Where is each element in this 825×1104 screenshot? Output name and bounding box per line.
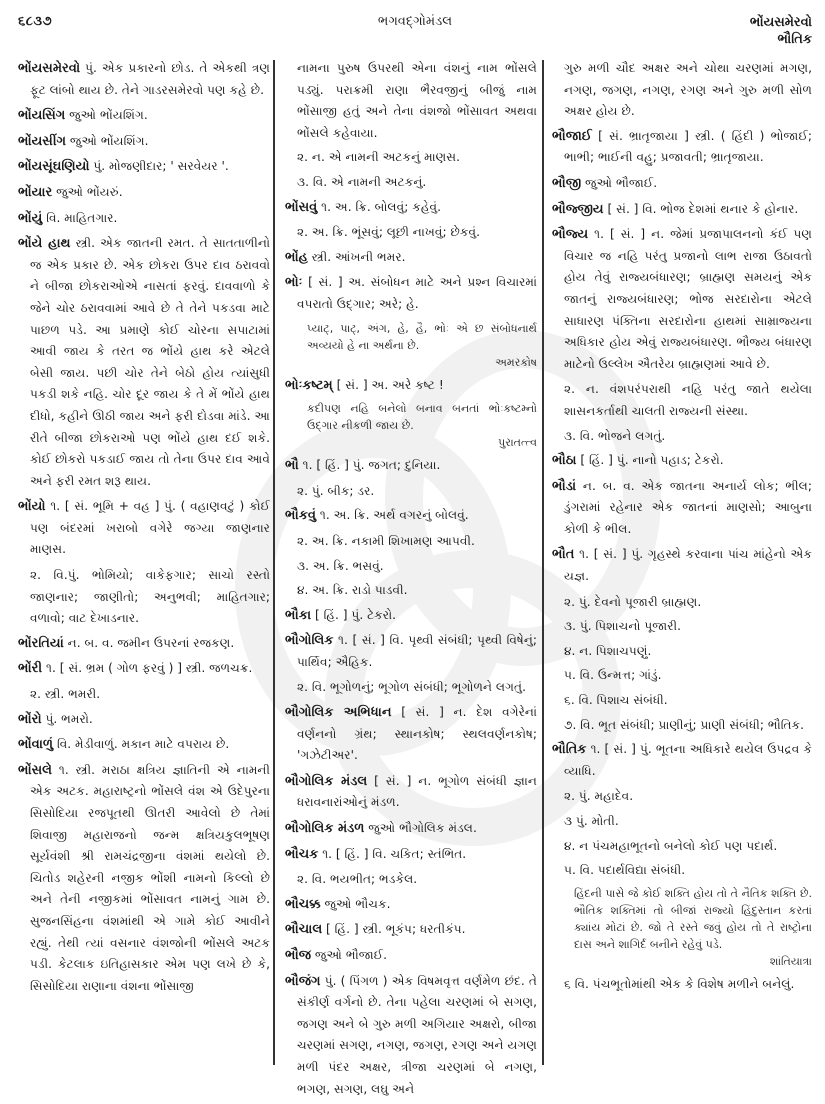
headword: ભૌજ્ય — [552, 227, 589, 243]
sense-line: ૭. વિ. ભૂત સંબંધી; પ્રાણીનું; પ્રાણી સંબંધી; ભૌતિક. — [564, 717, 805, 732]
sense-line: ૩. વિ. ભોજને લગતું. — [564, 428, 666, 443]
headword: ભૌકવું — [285, 508, 317, 524]
dictionary-entry — [552, 450, 812, 472]
dictionary-entry — [285, 771, 537, 814]
definition: પું. એક પ્રકારનો છોડ. તે એકથી ત્રણ ફૂટ લાંબો થાય છે. તેને ગાડરસમેરવો પણ કહે છે. — [30, 61, 270, 97]
definition: [ હિં. ] સ્ત્રી. ભૂકંપ; ધરતીકંપ. — [326, 922, 466, 937]
headword: ભૌજંગ — [285, 973, 321, 989]
headword: ભૌડાં — [552, 478, 577, 494]
dictionary-entry — [285, 455, 537, 477]
dictionary-entry — [18, 208, 270, 230]
dictionary-entry — [285, 702, 537, 767]
definition: જુઓ ભોંયશિંગ. — [69, 108, 148, 123]
definition: સ્ત્રી. એક જાતની રમત. તે સાતતાળીનો જ એક પ્રકાર છે. એક છોકરા ઉપર દાવ ઠરાવવો ને બીજા છોકરાઓએ નાસતાં ફરવું. દાવવાળો કે જેને ચોર ઠરાવવામાં આવે છે તે તેને પકડવા માટે પાછળ પડે. આ પ્રમાણે કોઈ ચોરના સપાટામાં આવી જાય કે તરત જ ભોંયે હાથ કરે એટલે બેસી જાય. પછી ચોર તેને બેઠો હોય ત્યાંસુધી પકડી શકે નહિ. ચોર દૂર જાય કે તે મેં ભોંયે હાથ દીધો, કહીને ઊઠી જાય અને ફરી દોડવા માંડે. આ રીતે બીજા છોકરાઓ પણ ભોંયે હાથ દઈ શકે. કોઈ છોકરો પકડાઈ જાય તો તેના ઉપર દાવ આવે અને ફરી રમત શરૂ થાય. — [30, 236, 270, 488]
citation-quote — [285, 400, 537, 451]
definition: ૧. [ સં. ] વિ. પૃથ્વી સંબંધી; પૃથ્વી વિષેનું; પાર્થિવ; ઐહિક. — [297, 633, 538, 669]
definition: વિ. મેડીવાળું. મકાન માટે વપરાય છે. — [56, 737, 230, 752]
sense-line: ૨. ન. વંશપરંપરાથી નહિ પરંતુ જાતે થયેલા શાસનકર્તાથી ચાલતી રાજ્યની સંસ્થા. — [564, 382, 812, 418]
definition: જુઓ ભૌજાઈ. — [585, 175, 658, 190]
definition: પું. ( પિંગળ ) એક વિષમવૃત્ત વર્ણમેળ છંદ. તે સંકીર્ણ વર્ગનો છે. તેના પહેલા ચરણમાં બે સગણ, જગણ અને બે ગુરુ મળી અગિયાર અક્ષરો, બીજા ચરણમાં સગણ, નગણ, જગણ, રગણ અને યગણ મળી પંદર અક્ષર, ત્રીજા ચરણમાં બે નગણ, ભગણ, સગણ, લઘુ અને — [297, 973, 537, 1096]
sense-line: ૩. વિ. એ નામની અટકનું. — [297, 174, 427, 189]
definition: [ સં. ભ્રાતૃજાયા ] સ્ત્રી. ( હિંદી ) ભોજાઈ; ભાભી; ભાઈની વહુ; પ્રજાવતી; ભ્રાતૃજાયા. — [564, 128, 812, 165]
dictionary-entry — [552, 544, 812, 587]
sense-line: ૫. વિ. ઉન્મત્ત; ગાંડું. — [564, 668, 662, 683]
definition: [ હિં. ] પું. નાનો પહાડ; ટેકરો. — [580, 453, 724, 468]
headword: ભૌજ્જીય — [552, 201, 604, 217]
citation-source: શાંતિયાત્રા — [769, 954, 812, 968]
sense-line: ૨. સ્ત્રી. ભમરી. — [30, 687, 101, 702]
definition: જુઓ ભૌજાઈ. — [314, 948, 388, 962]
dictionary-entry — [285, 919, 537, 941]
definition: ૧. સ્ત્રી. મરાઠા ક્ષત્રિય જ્ઞાતિની એ નામની એક અટક. મહારાષ્ટ્રનો ભોંસલે વંશ એ ઉદેપુરના સિસોદિયા રજપૂતથી ઊતરી આવેલો છે તેમાં શિવાજી મહારાજનો જન્મ ક્ષત્રિયકુલભૂષણ સૂર્યવંશી શ્રી રામચંદ્રજીના વંશમાં થયેલો છે. ચિતોડ શહેરની નજીક ભોંશી નામનો કિલ્લો છે અને તેની નજીકમાં ભોંસાવત નામનું ગામ છે. સુજનસિંહના વંશમાંથી એ ગામે કોઈ આવીને રહ્યું. તેથી ત્યાં વસનાર વંશજોની ભોંસલે અટક પડી. કેટલાક ઇતિહાસકાર એમ પણ લખે છે કે, સિસોદિયા રાણાના વંશના ભોંસાજી — [30, 762, 270, 993]
sense-line: ૩. અ. ક્રિ. ભસવું. — [297, 558, 384, 573]
headword: ભૌગોલિક મંડલ — [285, 773, 368, 789]
definition: પું. ભમરો. — [45, 711, 93, 726]
sense-line: ૨. ન. એ નામની અટકનું માણસ. — [297, 150, 461, 165]
dictionary-entry — [18, 658, 270, 680]
dictionary-entry — [285, 971, 537, 1101]
running-title: ભગવદ્ગોમંડલ — [377, 14, 453, 29]
definition: [ સં. ] ન. દેશ વગેરેનાં વર્ણનનો ગ્રંથ; સ્થાનકોષ; સ્થલવર્ણનકોષ; 'ગઝેટીઅર'. — [297, 705, 537, 763]
headword: ભોંયું — [18, 210, 43, 226]
dictionary-entry — [285, 605, 537, 627]
dictionary-entry — [18, 760, 270, 998]
dictionary-entry — [18, 496, 270, 561]
sense-line: ૨. પું. બીક; ડર. — [297, 483, 375, 498]
sense-line: ૨. પું. દેવનો પૂજારી બ્રાહ્મણ. — [564, 594, 702, 609]
dictionary-entry — [285, 247, 537, 269]
dictionary-entry — [285, 630, 537, 673]
headword: ભોંરો — [18, 711, 42, 727]
guide-words — [750, 14, 812, 48]
dictionary-entry — [18, 734, 270, 756]
definition: ન. બ. વ. જમીન ઉપરનાં રજકણ. — [67, 635, 235, 650]
headword: ભોંરતિયાં — [18, 635, 64, 651]
headword: ભોંયસીંગ — [18, 133, 67, 149]
dictionary-entry — [285, 818, 537, 840]
definition: જુઓ ભોંયશિંગ. — [69, 133, 149, 148]
page-number: ૬૮૩૭ — [18, 14, 53, 29]
headword: ભૌચક — [285, 846, 319, 862]
definition: [ સં. ] ન. ભૂગોળ સંબંધી જ્ઞાન ધરાવનારાંઓનું મંડળ. — [297, 773, 537, 810]
sense-line: ૨. પું. મહાદેવ. — [564, 789, 634, 804]
dictionary-entry — [552, 476, 812, 541]
definition: જુઓ ભૌચક. — [324, 896, 391, 911]
headword: ભૌજી — [552, 175, 582, 191]
dictionary-entry — [18, 156, 270, 178]
dictionary-entry — [285, 945, 537, 967]
headword: ભોંસવું — [285, 199, 318, 215]
dictionary-entry — [552, 173, 812, 195]
definition: ન. બ. વ. એક જાતના અનાર્ય લોક; ભીલ; ડુંગરામાં રહેનાર એક જાતનાં માણસો; આબુના કોળી કે ભીલ. — [564, 478, 812, 536]
guide-word-first: ભોંયસમેરવો — [749, 15, 812, 30]
sense-line: ૬ વિ. પંચભૂતોમાંથી એક કે વિશેષ મળીને બનેલું. — [564, 976, 795, 991]
headword: ભોંહ — [285, 249, 308, 265]
headword: ભૌકા — [285, 607, 312, 623]
citation-source: પુરાતત્ત્વ — [498, 436, 537, 450]
headword: ભોંરી — [18, 661, 43, 677]
column-1 — [18, 58, 270, 1001]
dictionary-entry — [18, 709, 270, 731]
headword: ભૌત — [552, 547, 575, 563]
sense-line: ૩. પું. પિશાચનો પૂજારી. — [564, 619, 681, 634]
dictionary-entry — [285, 197, 537, 219]
headword: ભૌચાલ — [285, 922, 323, 938]
sense-line: ૫. વિ. પદાર્થવિદ્યા સંબંધી. — [564, 863, 686, 878]
headword: ભૌજ — [285, 948, 312, 963]
headword: ભૌગોલિક અભિધાન — [285, 705, 392, 721]
sense-line: ૨. અ. ક્રિ. ભૂંસવું; લૂછી નાખવું; છેકવું. — [297, 225, 480, 240]
dictionary-entry — [18, 105, 270, 127]
definition: સ્ત્રી. આંખની ભમર. — [311, 249, 406, 264]
column-divider — [273, 60, 275, 1065]
dictionary-entry — [18, 182, 270, 204]
page-header — [18, 10, 812, 52]
sense-line: ૨. વિ. ભયભીત; ભડકેલ. — [297, 872, 418, 887]
dictionary-entry — [285, 505, 537, 527]
dictionary-entry — [18, 633, 270, 655]
definition: ૧. અ. ક્રિ. અર્થ વગરનું બોલવું. — [319, 508, 469, 523]
headword: ભોંયાર — [18, 184, 53, 200]
definition: ૧. [ સં. ભૂમિ + વહ ] પું. ( વહાણવટું ) કોઈ પણ બંદરમાં ખરાબો વગેરે જગ્યા જાણનાર માણસ. — [30, 499, 270, 557]
sense-line: ૪. ન. પિશાચપણું. — [564, 643, 652, 658]
headword: ભૌગોલિક મંડળ — [285, 821, 365, 837]
continued-definition: ગુરુ મળી ચૌદ અક્ષર અને ચોથા ચરણમાં મગણ, નગણ, જગણ, નગણ, રગણ અને ગુરુ મળી સોળ અક્ષર હોય છે. — [564, 61, 812, 119]
dictionary-entry — [18, 233, 270, 492]
sense-line: ૩ પું. મોતી. — [564, 814, 619, 828]
definition: ૧. [ સં. ] ન. જેમાં પ્રજાપાલનનો કંઈ પણ વિચાર જ નહિ પરંતુ પ્રજાનો લાભ રાજા ઉઠાવતો હોય તેવું રાજ્યબંધારણ; બ્રાહ્મણ સમયનું એક જાતનું રાજ્યબંધારણ; ભોજ સરદારોના એટલે સાધારણ પંક્તિના સરદારોના હાથમાં સામ્રાજ્યના અધિકાર હોય એવું રાજ્યબંધારણ. ભૌજ્ય બંધારણ માટેનો ઉલ્લેખ ઐતરેય બ્રાહ્મણમાં આવે છે. — [564, 227, 812, 371]
headword: ભૌચક્ક — [285, 896, 321, 912]
headword: ભૌઠા — [552, 453, 577, 469]
dictionary-entry — [18, 58, 270, 101]
definition: ૧. [ હિં. ] વિ. ચકિત; સ્તંભિત. — [322, 846, 467, 861]
headword: ભોંયો — [18, 499, 46, 515]
dictionary-entry — [285, 272, 537, 315]
definition: [ સં. ] અ. અરે કષ્ટ ! — [336, 377, 444, 392]
headword: ભોંસલે — [18, 762, 53, 778]
column-divider — [542, 60, 544, 1065]
citation-text: કદીપણ નહિ બનેલો બનાવ બનતાં ભોઃકષ્ટમ્નો ઉદ્ગાર નીકળી જાય છે. — [307, 402, 537, 433]
dictionary-entry — [552, 199, 812, 221]
headword: ભૌતિક — [552, 742, 587, 758]
definition: [ સં. ] અ. સંબોધન માટે અને પ્રશ્ન વિચારમાં વપરાતો ઉદ્ગાર; અરે; હે. — [297, 275, 537, 311]
column-2 — [285, 58, 537, 1104]
headword: ભોઃકષ્ટમ્ — [285, 377, 333, 393]
citation-quote — [285, 320, 537, 371]
definition: [ સં. ] વિ. ભોજ દેશમાં થનાર કે હોનાર. — [607, 201, 799, 216]
headword: ભોંવાળું — [18, 737, 54, 753]
definition: વિ. માહિતગાર. — [46, 210, 118, 225]
headword: ભોંયસૂંઘણિયો — [18, 159, 90, 175]
dictionary-entry — [285, 844, 537, 866]
definition: ૧. અ. ક્રિ. બોલવું; કહેવું. — [321, 199, 441, 214]
sense-line: ૪. અ. ક્રિ. રાડો પાડવી. — [297, 583, 408, 598]
sense-line: ૪. ન પંચમહાભૂતનો બનેલો કોઈ પણ પદાર્થ. — [564, 838, 778, 853]
dictionary-entry — [552, 126, 812, 169]
definition: જુઓ ભોંયરું. — [56, 184, 123, 199]
dictionary-entry — [552, 739, 812, 782]
sense-line: ૨. વિ. ભૂગોળનું; ભૂગોળ સંબંધી; ભૂગોળને લગતું. — [297, 680, 526, 695]
headword: ભૌજાઈ — [552, 128, 592, 144]
dictionary-entry — [18, 131, 270, 153]
headword: ભોઃ — [285, 275, 303, 291]
dictionary-entry — [285, 375, 537, 397]
column-3 — [552, 58, 812, 998]
definition: ૧. [ સં. ભ્રમ ( ગોળ ફરવું ) ] સ્ત્રી. જળચક્ર. — [45, 661, 253, 676]
citation-text: પ્યાટ્, પાટ્, અંગ, હે, હૈ, ભોઃ એ છ સંબોધનાર્થ અવ્યયો હે ના અર્થના છે. — [307, 321, 537, 352]
definition: ૧. [ સં. ] પું. ભૂતના અધિકારે થયેલ ઉપદ્રવ કે વ્યાધિ. — [564, 742, 813, 778]
citation-text: હિંદની પાસે જે કોઈ શક્તિ હોય તો તે નૈતિક શક્તિ છે. ભૌતિક શક્તિમાં તો બીજાં રાજ્યો હિંદુસ્તાન કરતાં ક્યાંય મોટાં છે. જો તે રસ્તે જવું હોય તો તે રાષ્ટ્રોના દાસ અને શાગિર્દ બનીને રહેવું પડે. — [574, 886, 812, 951]
definition: ૧. [ હિં. ] પું. જગત; દુનિયા. — [302, 458, 441, 473]
citation-source: અમરકોષ — [495, 355, 537, 369]
headword: ભોંયે હાથ — [18, 236, 71, 252]
definition: જુઓ ભૌગોલિક મંડલ. — [368, 821, 477, 836]
dictionary-entry — [285, 894, 537, 916]
citation-quote — [552, 885, 812, 970]
headword: ભોંયસિંગ — [18, 108, 66, 124]
headword: ભૌગોલિક — [285, 633, 334, 649]
sense-line: ૬. વિ. પિશાચ સંબંધી. — [564, 693, 668, 708]
definition: [ હિં. ] પું. ટેકરો. — [314, 607, 396, 622]
headword: ભૌ — [285, 458, 299, 474]
guide-word-last: ભૌતિક — [777, 32, 812, 47]
definition: પું. મોજણીદાર; ' સરવેયર '. — [93, 159, 229, 174]
headword: ભોંયસમેરવો — [18, 61, 81, 76]
definition: ૧. [ સં. ] પું. ગૃહસ્થે કરવાના પાંચ માંહેનો એક યજ્ઞ. — [564, 547, 813, 584]
continued-definition: નામના પુરુષ ઉપરથી એના વંશનું નામ ભોંસલે પડ્યું. પરાક્રમી રાણા ભૈરવજીનું બીજું નામ ભોંસાજી હતું અને તેના વંશજો ભોંસાવત અથવા ભોંસલે કહેવાયા. — [297, 61, 537, 140]
sense-line: ૨. વિ.પું. ભોમિયો; વાકેફગાર; સાચો રસ્તો જાણનાર; જાણીતો; અનુભવી; માહિતગાર; વળાવો; વાટ દેખાડનાર. — [30, 568, 270, 626]
dictionary-entry — [552, 224, 812, 375]
sense-line: ૨. અ. ક્રિ. નકામી શિખામણ આપવી. — [297, 533, 475, 548]
